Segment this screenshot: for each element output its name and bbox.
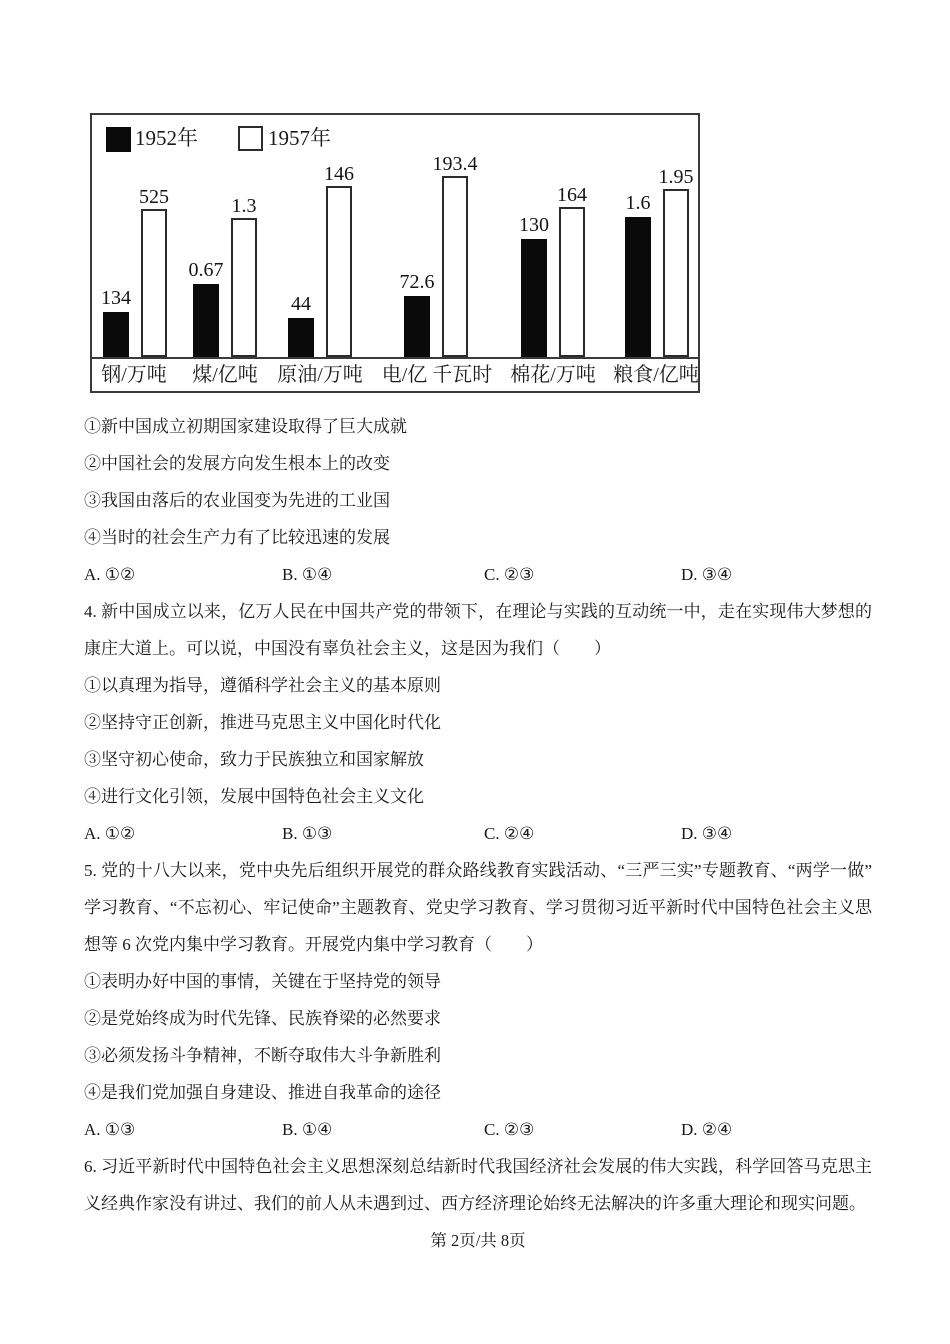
- q3-option-a: A. ①②: [84, 565, 136, 584]
- category-axis: [92, 359, 698, 391]
- q3-item-3: ③我国由落后的农业国变为先进的工业国: [84, 491, 390, 510]
- bar-value-label: 146: [324, 163, 354, 185]
- category-label-1: 钢/万吨: [101, 364, 167, 386]
- q4-stem-line-1: 4. 新中国成立以来，亿万人民在中国共产党的带领下，在理论与实践的互动统一中，走在实现伟大梦想的: [84, 602, 872, 621]
- legend-label-1957: 1957年: [268, 126, 331, 150]
- bar-1952年-原油/万吨: [288, 293, 314, 357]
- bar-1952年-电/亿 千瓦时: [399, 271, 435, 357]
- q3-option-b: B. ①④: [282, 565, 333, 584]
- q4-item-2: ②坚持守正创新，推进马克思主义中国化时代化: [84, 713, 441, 732]
- bar-1952年-粮食/亿吨: [625, 192, 651, 357]
- q5-options-row: [84, 1111, 872, 1148]
- q3-option-d: D. ③④: [681, 565, 733, 584]
- production-bar-chart: [90, 113, 700, 393]
- q5-item-3: ③必须发扬斗争精神，不断夺取伟大斗争新胜利: [84, 1046, 441, 1065]
- q6-stem-line-2: 义经典作家没有讲过、我们的前人从未遇到过、西方经济理论始终无法解决的许多重大理论和现实问题。: [84, 1194, 866, 1213]
- bar-group-5: [519, 184, 587, 357]
- q4-item-3: ③坚守初心使命，致力于民族独立和国家解放: [84, 750, 424, 769]
- plot-area: [92, 115, 698, 357]
- q4-item-1: ①以真理为指导，遵循科学社会主义的基本原则: [84, 676, 441, 695]
- category-label-6: 粮食/亿吨: [613, 364, 699, 386]
- q5-option-c: C. ②③: [484, 1120, 535, 1139]
- q4-option-b: B. ①③: [282, 824, 333, 843]
- bar-1952年-煤/亿吨: [188, 259, 224, 357]
- category-label-4: 电/亿 千瓦时: [381, 364, 493, 386]
- legend-label-1952: 1952年: [135, 126, 198, 150]
- q5-stem-line-2: 学习教育、“不忘初心、牢记使命”主题教育、党史学习教育、学习贯彻习近平新时代中国特色社会主义思: [84, 898, 872, 917]
- bar-1952年-棉花/万吨: [519, 214, 549, 357]
- bar-value-label: 1.6: [625, 192, 651, 214]
- bar-1957年-煤/亿吨: [231, 195, 257, 357]
- question-text-block: [84, 408, 872, 1259]
- q4-option-c: C. ②④: [484, 824, 535, 843]
- bar-group-4: [399, 153, 478, 357]
- q4-options-row: [84, 815, 872, 852]
- q5-option-b: B. ①④: [282, 1120, 333, 1139]
- q5-stem-line-3: 想等 6 次党内集中学习教育。开展党内集中学习教育（ ）: [84, 935, 543, 954]
- bar-1957年-原油/万吨: [324, 163, 354, 357]
- bar-1957年-棉花/万吨: [557, 184, 587, 357]
- bar-group-1: [101, 186, 169, 357]
- q5-option-a: A. ①③: [84, 1120, 136, 1139]
- bar-value-label: 72.6: [399, 271, 435, 293]
- bar-group-2: [188, 195, 257, 357]
- bar-value-label: 193.4: [432, 153, 478, 175]
- page-number: 第 2页/共 8页: [430, 1231, 526, 1250]
- bar-value-label: 134: [101, 287, 131, 309]
- bar-value-label: 130: [519, 214, 549, 236]
- bar-group-6: [625, 166, 694, 357]
- q5-item-2: ②是党始终成为时代先锋、民族脊梁的必然要求: [84, 1009, 441, 1028]
- bar-value-label: 164: [557, 184, 587, 206]
- q5-item-4: ④是我们党加强自身建设、推进自我革命的途径: [84, 1083, 441, 1102]
- bar-1957年-钢/万吨: [139, 186, 169, 357]
- category-label-3: 原油/万吨: [277, 364, 363, 386]
- q3-option-c: C. ②③: [484, 565, 535, 584]
- q6-stem-line-1: 6. 习近平新时代中国特色社会主义思想深刻总结新时代我国经济社会发展的伟大实践，科学回答马克思主: [84, 1157, 872, 1176]
- bar-group-3: [288, 163, 354, 357]
- q4-option-d: D. ③④: [681, 824, 733, 843]
- bar-1957年-电/亿 千瓦时: [432, 153, 478, 357]
- q4-stem-line-2: 康庄大道上。可以说，中国没有辜负社会主义，这是因为我们（ ）: [84, 639, 611, 658]
- q3-options-row: [84, 556, 872, 593]
- q5-item-1: ①表明办好中国的事情，关键在于坚持党的领导: [84, 972, 441, 991]
- q4-option-a: A. ①②: [84, 824, 136, 843]
- bar-value-label: 525: [139, 186, 169, 208]
- bar-value-label: 44: [291, 293, 311, 315]
- bar-1957年-粮食/亿吨: [658, 166, 694, 357]
- q5-option-d: D. ②④: [681, 1120, 733, 1139]
- q3-item-1: ①新中国成立初期国家建设取得了巨大成就: [84, 417, 407, 436]
- category-label-5: 棉花/万吨: [510, 364, 596, 386]
- q3-item-4: ④当时的社会生产力有了比较迅速的发展: [84, 528, 390, 547]
- q3-item-2: ②中国社会的发展方向发生根本上的改变: [84, 454, 390, 473]
- bar-1952年-钢/万吨: [101, 287, 131, 357]
- q5-stem-line-1: 5. 党的十八大以来，党中央先后组织开展党的群众路线教育实践活动、“三严三实”专题教育、“两学一做”: [84, 861, 872, 880]
- bar-value-label: 1.95: [658, 166, 694, 188]
- category-label-2: 煤/亿吨: [192, 364, 258, 386]
- bar-value-label: 0.67: [188, 259, 224, 281]
- bar-value-label: 1.3: [231, 195, 257, 217]
- q4-item-4: ④进行文化引领，发展中国特色社会主义文化: [84, 787, 424, 806]
